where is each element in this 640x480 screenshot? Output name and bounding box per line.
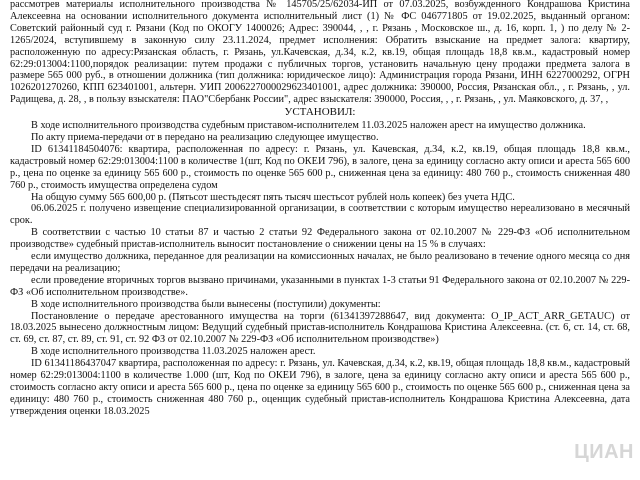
paragraph-total-sum: На общую сумму 565 600,00 р. (Пятьсот шестьдесят пять тысяч шестьсот рублей ноль копеек) без учета НДС. [31, 191, 515, 203]
paragraph-arrest-imposed: В ходе исполнительного производства 11.03.2025 наложен арест. [31, 346, 316, 358]
paragraph-condition-2: если проведение вторичных торгов вызвано причинами, указанными в пунктах 1-3 статьи 91 Федерального закона от 02.10.2007 № 229-ФЗ «Об исполнительном производстве». [10, 274, 630, 298]
intro-paragraph: рассмотрев материалы исполнительного производства № 145705/25/62034-ИП от 07.03.2025, возбужденного Кондрашова Кристина Алексеевна на основании исполнительного документа исполнительный лист (1) № ФС 046771805 от 19.02.2025, выданный органом: Советский районный суд г. Рязани (Код по ОКОГУ 1400026; Адрес: 390044, , , г. Рязань , Московское ш., д. 16, корп. 1, ) по делу № 2-1265/2024, вступившему в законную силу 23.11.2024, предмет исполнения: Обратить взыскание на предмет залога: квартиру, расположенную по адресу:Рязанская область, г. Рязань, ул.Качевская, д.34, к.2, кв.19, общая площадь 18,8 кв.м., кадастровый номер 62:29:013004:1100,порядок реализации: путем продажи с публичных торгов, установить начальную цену продажи предмета залога в размере 565 000 руб., в отношении должника (тип должника: юридическое лицо): Администрация города Рязани, ИНН 6227000292, ОГРН 1026201270260, КПП 623401001, альтерн. УИП 2006227000029623401001, адрес должника: 390000, Россия, Рязанская обл., , г. Рязань, , ул. Радищева, д. 28, , в пользу взыскателя: ПАО"Сбербанк России", адрес взыскателя: 390000, Россия, , , г. Рязань, , ул. Маяковского, д. 37, , [10, 0, 630, 106]
watermark-logo: ЦИАН [574, 441, 634, 463]
paragraph-law-reference: В соответствии с частью 10 статьи 87 и частью 2 статьи 92 Федерального закона от 02.10.2007 № 229-ФЗ «Об исполнительном производстве» судебный пристав-исполнитель выносит постановление о снижении цены на 15 % в случаях: [10, 227, 630, 251]
paragraph-arrest: В ходе исполнительного производства судебным приставом-исполнителем 11.03.2025 наложен арест на имущество должника. [31, 120, 586, 132]
paragraph-transfer-act: По акту приема-передачи от в передано на реализацию следующее имущество. [31, 131, 379, 143]
paragraph-documents-issued: В ходе исполнительного производства были вынесены (поступили) документы: [31, 298, 381, 310]
paragraph-condition-1: если имущество должника, переданное для реализации на комиссионных началах, не было реализовано в течение одного месяца со дня передачи на реализацию; [10, 251, 630, 274]
paragraph-notice: 06.06.2025 г. получено извещение специализированной организации, в соответствии с которым имущество нереализовано в месячный срок. [10, 203, 630, 227]
paragraph-property-valuation: ID 61341186437047 квартира, расположенная по адресу: г. Рязань, ул. Качевская, д.34, к.2, кв.19, общая площадь 18,8 кв.м., кадастровый номер 62:29:013004:1100 в количестве 1.000 (шт, Код по ОКЕИ 796), в залоге, цена за единицу согласно акту описи и ареста 565 600 р., стоимость согласно акту описи и ареста 565 600 р., цена по оценке за единицу 565 600 р., стоимость по оценке 565 600 р., сниженная цена за единицу: 480 760 р., стоимость сниженная 480 760 р., оценщик судебный пристав-исполнитель Кондрашова Кристина Алексеевна, дата утверждения оценки 18.03.2025 [10, 358, 630, 417]
section-heading: УСТАНОВИЛ: [284, 106, 356, 119]
paragraph-auction-resolution: Постановление о передаче арестованного имущества на торги (61341397288647, вид документа: O_IP_ACT_ARR_GETAUC) от 18.03.2025 вынесено должностным лицом: Ведущий судебный пристав-исполнитель Кондрашова Кристина Алексеевна. (ст. 6, ст. 14, ст. 68, ст. 69, ст. 87, ст. 89, ст. 91, ст. 92 ФЗ от 02.10.2007 № 229-ФЗ «Об исполнительном производстве») [10, 310, 630, 346]
paragraph-property-item: ID 61341184504076: квартира, расположенная по адресу: г. Рязань, ул. Качевская, д.34, к.2, кв.19, общая площадь 18,8 кв.м., кадастровый номер 62:29:013004:1100 в количестве 1(шт, Код по ОКЕИ 796), в залоге, цена за единицу согласно акту описи и ареста 565 600 р., цена по оценке за единицу 565 600 р., стоимость по оценке 565 600 р., сниженная цена за единицу: 480 760 р., стоимость сниженная 480 760 р., стоимость имущества определена судом [10, 143, 630, 191]
